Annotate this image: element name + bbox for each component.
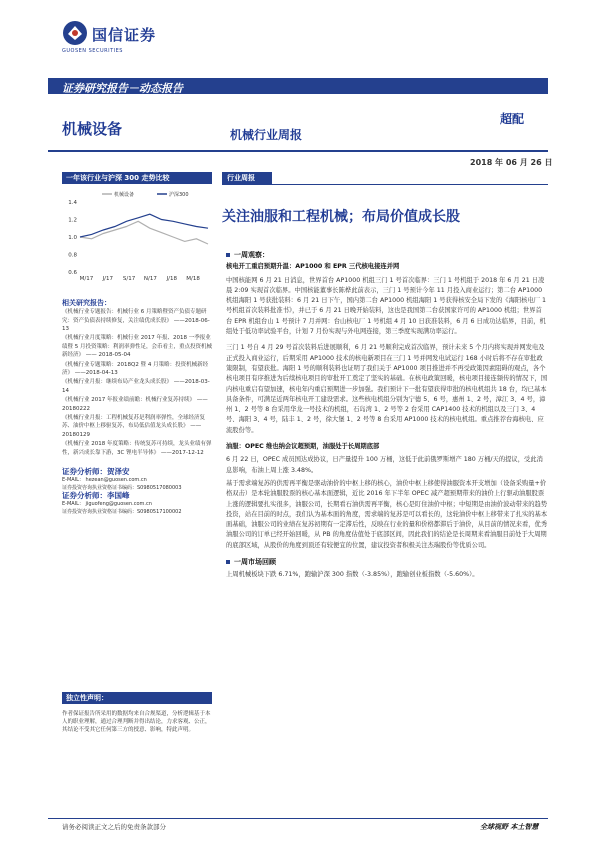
related-report-item[interactable]: 《机械行业 2018 年度策略：传统复苏可持续，龙头业绩有弹性，新兴成长靠下游，3C 锂电半导体》 ——2017-12-12 [62,440,212,456]
paragraph-heading: 核电开工重启预期升温：AP1000 和 EPR 三代核电接连并网 [226,263,400,271]
paragraph: 上周机械板块下跌 6.71%，跑输沪深 300 指数（-3.85%），跑输创业板指数（-5.60%）。 [226,571,479,579]
rating-badge: 超配 [500,112,525,126]
related-reports-heading: 相关研究报告： [62,299,111,307]
paragraph: 中国核能网 6 月 21 日消息，世界首台 AP1000 机组三门 1 号首次临界：三门 1 号机组于 2018 年 6 月 21 日凌晨 2:09 实现首次临界。中国核能董事长陈桦此前表示，三门 1 号预计今年 11 月投入商业运行；第二台 AP1000 机组海阳 1 号获批装料：6 月 21 日下午，国内第二台 AP1000 机组海阳 1 号获得核安全局下发的《海阳核电厂 1 号机组首次装料批准书》，并已于 6 月 21 日晚开始装料，这也是我国第二台获国家许可的 AP1000 机组；世界首台 EPR 机组台山 1 号预计 7 月并网：台山核电厂 1 号机组 4 月 10 日获准装料，6 月 6 日成功达临界，目前，机组处于低功率试验平台，计划 7 月份实现与外电网连接，第三季度实现满功率运行。 [226,276,547,336]
legend-label: 沪深300 [169,192,189,198]
logo-icon [62,20,88,46]
paragraph: 6 月 22 日，OPEC 成员国达成协议，日产量提升 100 万桶，这低于此前俄罗斯增产 180 万桶/天的提议，受此消息影响，布油上周上涨 3.48%。 [226,456,543,474]
related-report-item[interactable]: 《机械行业月报：工程机械复苏是利润率弹性，全球经济复苏、油价中枢上移驱复苏，布局低估值龙头成长股》 ——20180129 [62,414,206,438]
paragraph: 基于需求端复苏的供需再平衡是驱动油价的中枢上移的核心，油价中枢上移使得油服资本开支增加（设备采购量+价格双击）是本轮油服股票的核心基本面逻辑，近比 2016 年下半年 OPEC 减产超预期带来的油价上行驱动油服股票上涨的逻辑要扎实很多，油服公司，长期看石油供需再平衡，核心是盯住油价中枢；中短期是由油价波动带来的趋势投资，站在目前的时点，我们认为基本面的角度，需求端的复苏是可以看长的，这轮油价中枢上移带来了扎实的基本面基础，油服公司的业绩在复苏初期有一定滞后性，反映在行业的量和价格都滞后于油价，从目前的情况来看，优秀油服公司的订单已经开始回暖，从 PB 的角度估值处于底部区间，因此我们的结论是长周期来看油服目前处于大周期的底部区域，从股价的角度到顶还有较便宜的位置，建议投资者积极关注杰瑞股份等优质公司。 [226,479,548,549]
report-title: 机械行业周报 [230,128,303,142]
analyst-email[interactable]: E-MAIL： jiguofeng@guosen.com.cn [62,501,152,508]
legend-label: 机械设备 [114,192,135,198]
y-tick-label: 1.2 [68,217,77,224]
x-tick-label: M/18 [186,276,200,282]
main-body [226,250,548,581]
report-date: 2018 年 06 月 26 日 [470,158,553,167]
industry-title: 机械设备 [62,120,123,138]
section-heading: 一周市场回顾 [226,557,548,567]
analyst-email[interactable]: E-MAIL： hezean@guosen.com.cn [62,477,147,484]
y-tick-label: 0.8 [68,252,77,259]
paragraph: 三门 1 号自 4 月 29 号首次装料后进展顺利，6 月 21 号顺利完成首次临界，预计未来 5 个月内将实现并网发电及正式投入商业运行，后期采用 AP1000 技术的核电新项目在三门 1 号并网发电试运行 168 小时后将不存在审批政策限制，有望获批。海阳 1 号的顺利装料也证明了我们关于 AP1000 项目推进并不再受政策因素阻碍的观点，各个核电项目有序推进为后续核电项目的审批开工奠定了坚实的基础。在核电政策回暖，核电项目接连频传的情况下，国内核电重启有望加速，核电年内重启预期进一步加强。我们预计下一批有望获得审批的核电机组共 18 台，均已基本具备条件，可满足近两年核电开工建设需求。这些核电机组分别为宁德 5、6 号，惠州 1、2 号，漳江 3、4 号，漳州 1、2 号等 8 台采用华龙一号技术的机组，石岛湾 1、2 号等 2 台采用 CAP1400 技术的机组以及三门 3、4 号、海阳 3、4 号，陆丰 1、2 号，徐大堡 1、2 号等 8 台采用 AP1000 技术的核电机组。重点推荐台海核电、应流股份等。 [226,344,548,434]
x-tick-label: S/17 [122,276,136,282]
related-report-item[interactable]: 《机械行业 2017 年报业绩前瞻：机械行业复苏持续》 ——20180222 [62,396,208,412]
section-tag: 行业周报 [227,174,255,182]
related-reports-list [62,308,212,516]
headline: 关注油服和工程机械；布局价值成长股 [222,209,460,225]
trend-chart [62,188,212,288]
x-tick-label: M/17 [79,276,94,282]
analyst-cert: 证券投资咨询执业资格证书编码：S0980517080003 [62,484,182,491]
disclaimer-title: 独立性声明： [66,694,108,702]
related-report-item[interactable]: 《机械行业月报：继续布局产业龙头成长股》 ——2018-03-14 [62,379,210,394]
y-tick-label: 1.0 [68,235,77,241]
footer-disclaimer: 请务必阅读正文之后的免责条款部分 [62,823,166,831]
disclaimer-text: 作者保证报告所采用的数据均来自合规渠道，分析逻辑基于本人的职业理解，通过合理判断并得出结论，力求客观、公正，其结论不受其它任何第三方的授意、影响，特此声明。 [62,711,211,734]
logo-subtitle: GUOSEN SECURITIES [62,48,123,54]
analyst-cert: 证券投资咨询执业资格证书编码：S0980517100002 [62,508,182,515]
x-tick-label: N/17 [143,276,157,282]
footer-slogan: 全球视野 本土智慧 [480,823,539,831]
y-tick-label: 1.4 [68,200,77,206]
chart-title: 一年该行业与沪深 300 走势比较 [66,174,170,182]
footer-divider [48,818,548,819]
y-tick-label: 0.6 [68,270,77,276]
related-report-item[interactable]: 《机械行业专题策略：2018Q2 暨 4 月策略：投资机械新经济》 ——2018-04-13 [62,361,209,377]
report-type: 证券研究报告－动态报告 [62,82,183,95]
main-divider [222,184,548,185]
logo-text: 国信证券 [92,26,157,44]
section-heading: 一周观察： [226,250,548,260]
related-report-item[interactable]: 《机械行业月度策略：机械行业 2017 年报、2018 一季报业绩暨 5 月投资策略：利润率弹性足，会币看主，重点投资机械新经济》 —— 2018-05-04 [62,335,212,359]
header-divider [48,150,548,152]
paragraph-heading: 油服：OPEC 维也纳会议超预期，油服处于长周期底部 [226,443,380,451]
analyst-name: 证券分析师：李国峰 [62,491,130,501]
x-tick-label: J/18 [166,276,177,282]
analyst-name: 证券分析师：贺泽安 [62,467,130,477]
related-report-item[interactable]: 《机械行业专题报告：机械行业 6 月策略暨资产负债专题研究：资产负债表持续修复，关注绩优成长股》 ——2018-06-13 [62,309,210,333]
x-tick-label: J/17 [102,276,113,282]
series-line [80,214,208,237]
bullet-icon [226,253,230,257]
bullet-icon [226,560,230,564]
